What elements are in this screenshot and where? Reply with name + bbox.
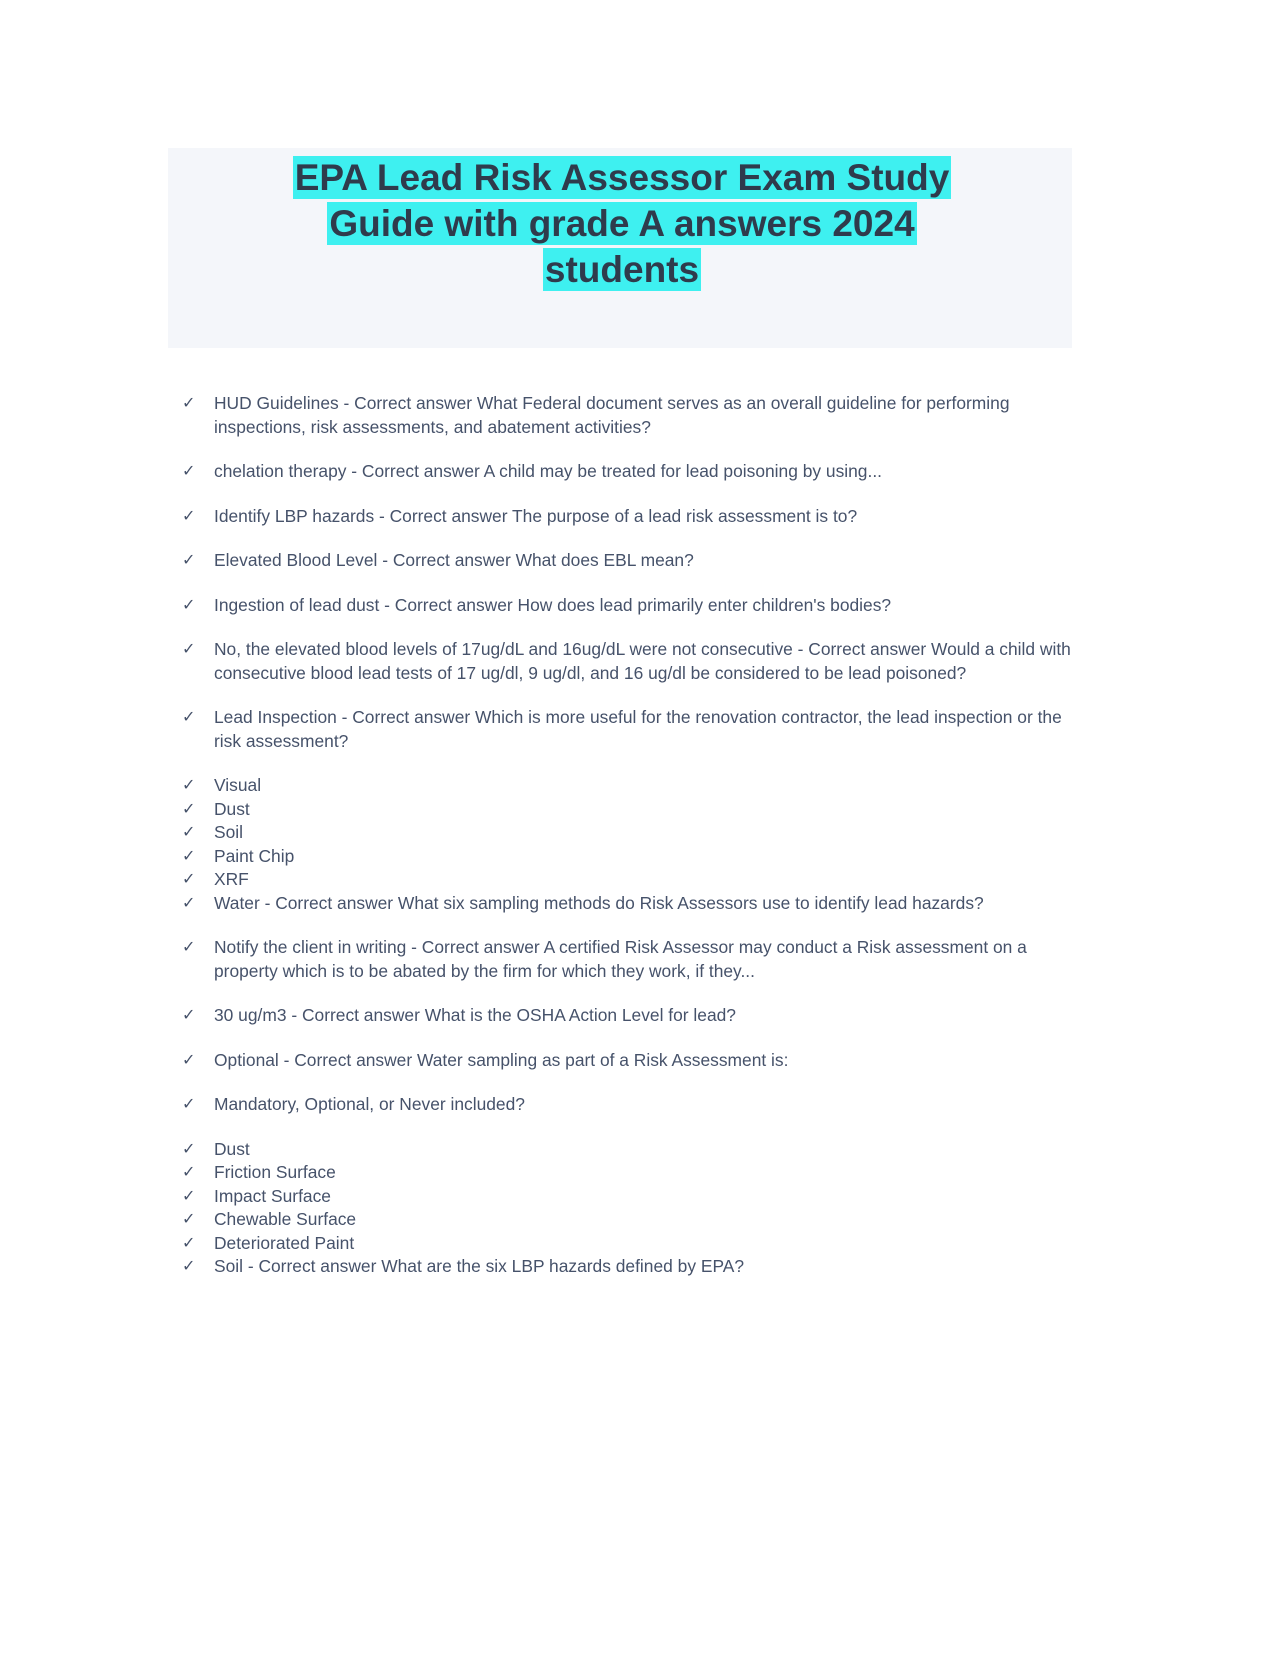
check-icon: ✓: [182, 1164, 196, 1181]
list-item-text: Notify the client in writing - Correct answer A certified Risk Assessor may conduct a Risk assessment on a property which is to be abated by the firm for which they work, if they...: [214, 937, 1027, 981]
check-icon: ✓: [182, 777, 196, 794]
check-icon: ✓: [182, 871, 196, 888]
list-item-text: No, the elevated blood levels of 17ug/dL and 16ug/dL were not consecutive - Correct answer Would a child with consecutive blood lead tests of 17 ug/dl, 9 ug/dl, and 16 ug/dl be considered to be lead poisoned?: [214, 639, 1071, 683]
page-title-line-1: EPA Lead Risk Assessor Exam Study: [294, 157, 950, 198]
check-icon: ✓: [182, 395, 196, 412]
check-icon: ✓: [182, 1187, 196, 1205]
check-icon: ✓: [182, 596, 196, 614]
list-item-text: Water - Correct answer What six sampling methods do Risk Assessors use to identify lead hazards?: [214, 892, 984, 913]
list-item-text: Mandatory, Optional, or Never included?: [214, 1094, 525, 1114]
list-item-text: Elevated Blood Level - Correct answer What does EBL mean?: [214, 550, 694, 570]
check-icon: ✓: [182, 463, 196, 480]
check-icon: ✓: [182, 1140, 196, 1158]
check-icon: ✓: [182, 800, 196, 818]
list-item: [176, 936, 1076, 983]
list-item: [176, 1138, 1076, 1162]
check-icon: ✓: [182, 847, 196, 865]
list-item: [176, 821, 1076, 845]
list-item-text: Ingestion of lead dust - Correct answer How does lead primarily enter children's bodies?: [214, 594, 892, 615]
list-item-text: Identify LBP hazards - Correct answer The purpose of a lead risk assessment is to?: [214, 505, 858, 526]
check-icon: ✓: [182, 507, 196, 525]
list-item-text: chelation therapy - Correct answer A child may be treated for lead poisoning by using...: [214, 461, 882, 481]
list-item: [176, 1004, 1076, 1028]
list-item-text: Visual: [214, 775, 262, 795]
list-item-text: Friction Surface: [214, 1162, 336, 1182]
list-item: [176, 1093, 1076, 1117]
check-icon: ✓: [182, 1211, 196, 1228]
check-icon: ✓: [182, 894, 196, 912]
list-item: [176, 549, 1076, 573]
list-item: [176, 706, 1076, 753]
list-item: [176, 1208, 1076, 1232]
check-icon: ✓: [182, 1234, 196, 1252]
list-item: [176, 460, 1076, 484]
list-item-text: Paint Chip: [214, 845, 295, 866]
list-item: [176, 868, 1076, 892]
page-title-line-3: students: [544, 249, 700, 290]
list-item-text: Chewable Surface: [214, 1209, 357, 1229]
list-item-text: Lead Inspection - Correct answer Which is more useful for the renovation contractor, the lead inspection or the risk assessment?: [214, 707, 1062, 751]
list-item: [176, 392, 1076, 439]
list-item-text: Soil - Correct answer What are the six LBP hazards defined by EPA?: [214, 1256, 745, 1276]
list-item-text: 30 ug/m3 - Correct answer What is the OSHA Action Level for lead?: [214, 1005, 736, 1025]
list-item: [176, 892, 1076, 916]
check-icon: ✓: [182, 709, 196, 726]
list-item-text: Deteriorated Paint: [214, 1232, 355, 1253]
check-icon: ✓: [182, 824, 196, 841]
list-item-text: HUD Guidelines - Correct answer What Federal document serves as an overall guideline for performing inspections, risk assessments, and abatement activities?: [214, 393, 1010, 437]
list-item-text: Impact Surface: [214, 1185, 331, 1206]
qa-list: [176, 392, 1076, 1279]
check-icon: ✓: [182, 1007, 196, 1024]
check-icon: ✓: [182, 1258, 196, 1275]
check-icon: ✓: [182, 1051, 196, 1069]
list-item: [176, 774, 1076, 798]
list-item-text: Soil: [214, 822, 243, 842]
list-item: [176, 1232, 1076, 1256]
list-item-text: XRF: [214, 869, 249, 889]
list-item: [176, 638, 1076, 685]
list-item: [176, 1049, 1076, 1073]
page-title-line-2: Guide with grade A answers 2024: [329, 203, 915, 244]
list-item: [176, 798, 1076, 822]
page-title: [188, 155, 1056, 293]
list-item-text: Optional - Correct answer Water sampling as part of a Risk Assessment is:: [214, 1049, 789, 1070]
list-item: [176, 1161, 1076, 1185]
check-icon: ✓: [182, 939, 196, 956]
check-icon: ✓: [182, 1096, 196, 1113]
list-item-text: Dust: [214, 798, 250, 819]
list-item-text: Dust: [214, 1138, 250, 1159]
list-item: [176, 594, 1076, 618]
list-item: [176, 1185, 1076, 1209]
check-icon: ✓: [182, 552, 196, 569]
list-item: [176, 845, 1076, 869]
list-item: [176, 505, 1076, 529]
list-item: [176, 1255, 1076, 1279]
check-icon: ✓: [182, 641, 196, 658]
